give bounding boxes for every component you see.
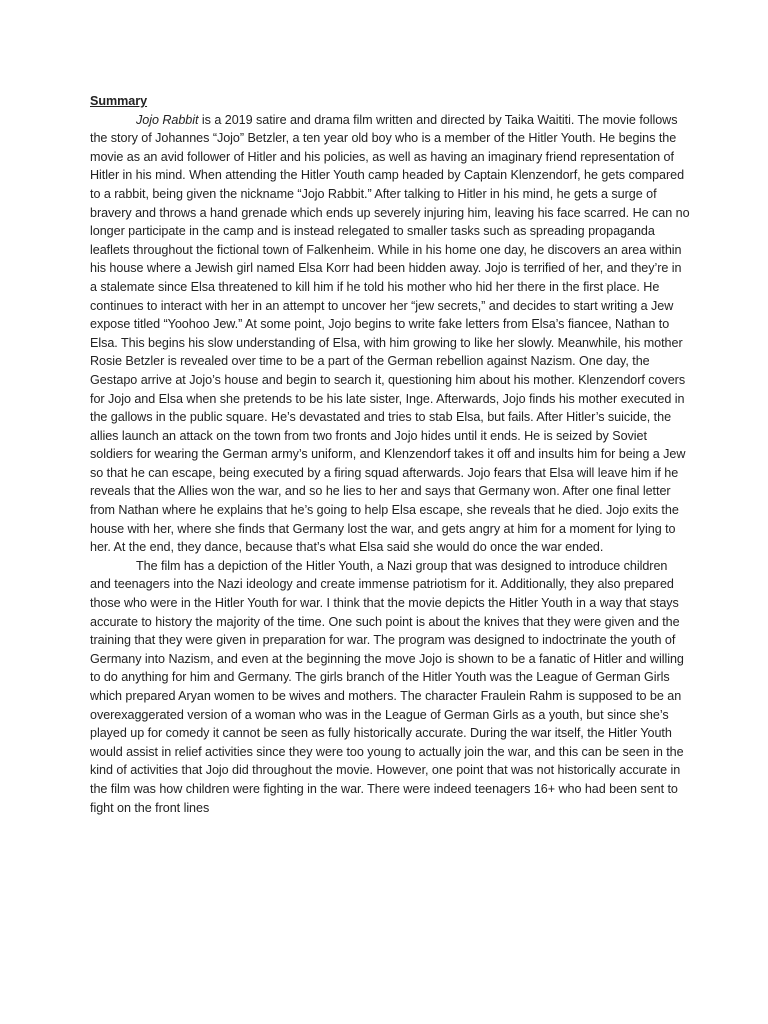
film-title: Jojo Rabbit [136,112,199,127]
summary-heading: Summary [90,94,148,108]
document-page [90,92,690,817]
paragraph-summary-text: is a 2019 satire and drama film written and directed by Taika Waititi. The movie follows the story of Johannes “Jojo” Betzler, a ten year old boy who is a member of the Hitler Youth. He begins the movie as an avid follower of Hitler and his policies, as well as having an imaginary friend representation of Hitler in his mind. When attending the Hitler Youth camp headed by Captain Klenzendorf, he gets compared to a rabbit, being given the nickname “Jojo Rabbit.” After talking to Hitler in his mind, he gets a surge of bravery and throws a hand grenade which ends up severely injuring him, leaving his face scarred. He can no longer participate in the camp and is instead relegated to smaller tasks such as spreading propaganda leaflets throughout the fictional town of Falkenheim. While in his home one day, he discovers an area within his house where a Jewish girl named Elsa Korr had been hidden away. Jojo is terrified of her, and they’re in a stalemate since Elsa threatened to kill him if he told his mother who hid her there in the first place. He continues to interact with her in an attempt to uncover her “jew secrets,” and decides to start writing a Jew expose titled “Yoohoo Jew.” At some point, Jojo begins to write fake letters from Elsa’s fiancee, Nathan to Elsa. This begins his slow understanding of Elsa, with him growing to like her slowly. Meanwhile, his mother Rosie Betzler is revealed over time to be a part of the German rebellion against Nazism. One day, the Gestapo arrive at Jojo’s house and begin to search it, questioning him about his mother. Klenzendorf covers for Jojo and Elsa when she pretends to be his late sister, Inge. Afterwards, Jojo finds his mother executed in the gallows in the public square. He’s devastated and tries to stab Elsa, but fails. After Hitler’s suicide, the allies launch an attack on the town from two fronts and Jojo hides until it ends. He is seized by Soviet soldiers for wearing the German army’s uniform, and Klenzendorf takes it off and insults him for being a Jew so that he can escape, being executed by a firing squad afterwards. Jojo fears that Elsa will leave him if he reveals that the Allies won the war, and so he lies to her and says that Germany won. After one final letter from Nathan where he explains that he’s going to help Elsa escape, she reveals that he died. Jojo exits the house with her, where she finds that Germany lost the war, and gets angry at him for a moment for lying to her. At the end, they dance, because that’s what Elsa said she would do once the war ended. [90,112,690,555]
paragraph-analysis: The film has a depiction of the Hitler Youth, a Nazi group that was designed to introduce children and teenagers into the Nazi ideology and create immense patriotism for it. Additionally, they also prepared those who were in the Hitler Youth for war. I think that the movie depicts the Hitler Youth in a way that stays accurate to history the majority of the time. One such point is about the knives that they were given and the training that they were given in preparation for war. The program was designed to indoctrinate the youth of Germany into Nazism, and even at the beginning the move Jojo is shown to be a fanatic of Hitler and willing to do anything for him and Germany. The girls branch of the Hitler Youth was the League of German Girls which prepared Aryan women to be wives and mothers. The character Fraulein Rahm is supposed to be an overexaggerated version of a woman who was in the League of German Girls as a youth, but since she’s played up for comedy it cannot be seen as fully historically accurate. During the war itself, the Hitler Youth would assist in relief activities since they were too young to actually join the war, and this can be seen in the kind of activities that Jojo did throughout the movie. However, one point that was not historically accurate in the film was how children were fighting in the war. There were indeed teenagers 16+ who had been sent to fight on the front lines [90,558,684,815]
paragraph-summary [90,111,690,557]
